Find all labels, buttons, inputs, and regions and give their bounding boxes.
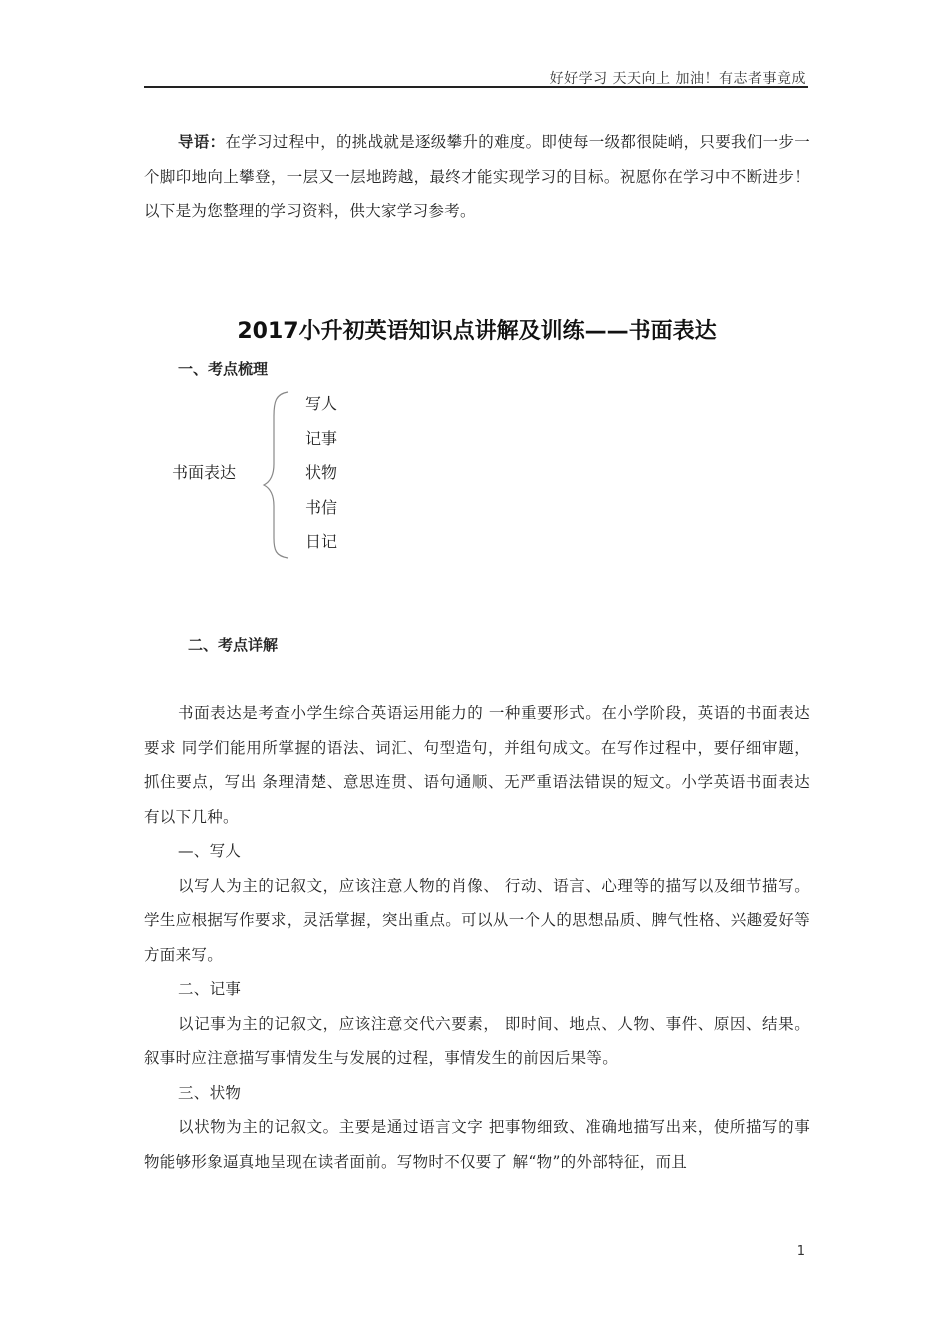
section1-heading: 一、考点梳理	[178, 360, 269, 378]
outline-item-4: 书信	[305, 498, 338, 517]
intro-paragraph	[144, 125, 810, 229]
intro-text: 在学习过程中，的挑战就是逐级攀升的难度。即使每一级都很陡峭，只要我们一步一个脚印地向上攀登，一层又一层地跨越，最终才能实现学习的目标。祝愿你在学习中不断进步！以下是为您整理的学习资料，供大家学习参考。	[144, 133, 811, 220]
header-rule	[144, 86, 808, 88]
subheading-3: 三、状物	[178, 1083, 242, 1102]
intro-lead: 导语：	[178, 132, 226, 151]
body-content	[144, 696, 810, 1179]
subheading-2: 二、记事	[178, 980, 242, 998]
paragraph-1: 书面表达是考查小学生综合英语运用能力的 一种重要形式。在小学阶段，英语的书面表达要求 同学们能用所掌握的语法、词汇、句型造句，并组句成文。在写作过程中，要仔细审题，抓住要点，写出 条理清楚、意思连贯、语句通顺、无严重语法错误的短文。小学英语书面表达有以下几种。	[144, 704, 810, 826]
page-header: 好好学习 天天向上 加油！有志者事竟成	[549, 71, 806, 87]
outline-item-1: 写人	[305, 394, 338, 413]
paragraph-3: 以记事为主的记叙文，应该注意交代六要素， 即时间、地点、人物、事件、原因、结果。叙事时应注意描写事情发生与发展的过程，事情发生的前因后果等。	[144, 1014, 810, 1067]
page-number: 1	[796, 1244, 805, 1259]
section2-heading: 二、考点详解	[188, 636, 279, 654]
outline-item-3: 状物	[305, 463, 338, 482]
outline-item-5: 日记	[305, 532, 338, 551]
paragraph-4: 以状物为主的记叙文。主要是通过语言文字 把事物细致、准确地描写出来，使所描写的事物能够形象逼真地呈现在读者面前。写物时不仅要了 解“物”的外部特征，而且	[144, 1118, 810, 1171]
outline-root: 书面表达	[172, 463, 237, 482]
outline-item-2: 记事	[305, 429, 338, 448]
paragraph-2: 以写人为主的记叙文，应该注意人物的肖像、 行动、语言、心理等的描写以及细节描写。学生应根据写作要求，灵活掌握，突出重点。可以从一个人的思想品质、脾气性格、兴趣爱好等方面来写。	[144, 876, 810, 964]
subheading-1: —、写人	[178, 842, 242, 860]
document-title: 2017小升初英语知识点讲解及训练——书面表达	[237, 319, 717, 344]
curly-brace-icon	[262, 390, 292, 560]
